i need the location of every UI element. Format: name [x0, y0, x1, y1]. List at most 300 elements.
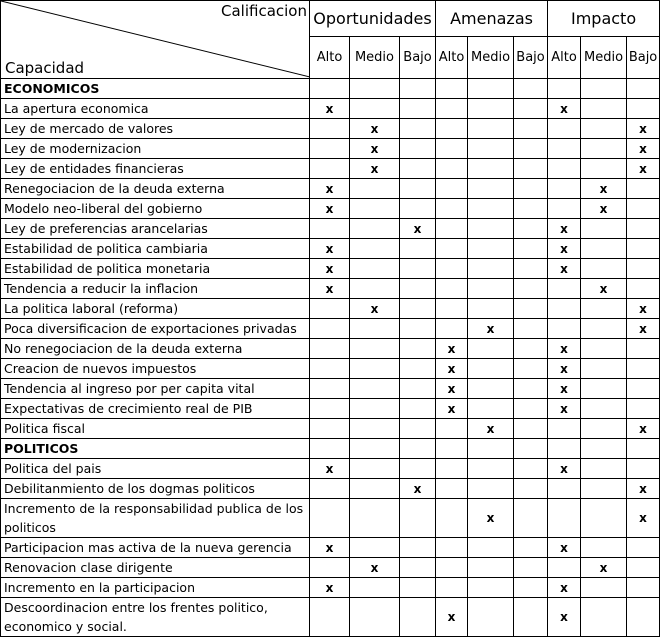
table-row [1, 479, 660, 499]
section-title: ECONOMICOS [1, 79, 310, 99]
mark-impacto-alto: x [548, 379, 581, 399]
empty-cell [548, 119, 581, 139]
empty-cell [514, 79, 548, 99]
empty-cell [514, 179, 548, 199]
mark-oportunidades-medio: x [350, 299, 400, 319]
level-header-alto: Alto [548, 37, 581, 79]
empty-cell [468, 239, 514, 259]
capacity-label: Incremento de la responsabilidad publica de los politicos [1, 499, 310, 538]
mark-impacto-alto: x [548, 239, 581, 259]
empty-cell [350, 578, 400, 598]
empty-cell [468, 199, 514, 219]
empty-cell [436, 279, 468, 299]
table-row [1, 598, 660, 637]
table-row [1, 459, 660, 479]
empty-cell [581, 139, 627, 159]
mark-impacto-alto: x [548, 259, 581, 279]
mark-impacto-alto: x [548, 99, 581, 119]
empty-cell [310, 419, 350, 439]
empty-cell [400, 119, 436, 139]
capacity-label: Ley de preferencias arancelarias [1, 219, 310, 239]
level-header-alto: Alto [310, 37, 350, 79]
mark-impacto-alto: x [548, 538, 581, 558]
mark-impacto-bajo: x [627, 119, 660, 139]
empty-cell [548, 299, 581, 319]
empty-cell [436, 259, 468, 279]
empty-cell [581, 119, 627, 139]
mark-impacto-bajo: x [627, 499, 660, 538]
mark-impacto-alto: x [548, 219, 581, 239]
section-row [1, 439, 660, 459]
level-header-bajo: Bajo [514, 37, 548, 79]
empty-cell [514, 399, 548, 419]
mark-amenazas-alto: x [436, 359, 468, 379]
capacity-label: Modelo neo-liberal del gobierno [1, 199, 310, 219]
empty-cell [581, 538, 627, 558]
empty-cell [468, 219, 514, 239]
capacity-label: Renegociacion de la deuda externa [1, 179, 310, 199]
empty-cell [350, 319, 400, 339]
empty-cell [468, 538, 514, 558]
capacity-label: Ley de entidades financieras [1, 159, 310, 179]
empty-cell [514, 99, 548, 119]
capacity-label: Descoordinacion entre los frentes politico, economico y social. [1, 598, 310, 637]
empty-cell [400, 139, 436, 159]
empty-cell [436, 199, 468, 219]
empty-cell [514, 578, 548, 598]
empty-cell [581, 99, 627, 119]
mark-oportunidades-medio: x [350, 139, 400, 159]
empty-cell [400, 299, 436, 319]
empty-cell [350, 379, 400, 399]
empty-cell [514, 199, 548, 219]
empty-cell [514, 558, 548, 578]
empty-cell [350, 99, 400, 119]
empty-cell [514, 598, 548, 637]
mark-impacto-bajo: x [627, 139, 660, 159]
empty-cell [468, 439, 514, 459]
mark-oportunidades-alto: x [310, 578, 350, 598]
mark-impacto-alto: x [548, 359, 581, 379]
rating-axis-label: Calificacion [221, 2, 307, 20]
empty-cell [436, 99, 468, 119]
empty-cell [400, 259, 436, 279]
empty-cell [400, 419, 436, 439]
table-row [1, 578, 660, 598]
empty-cell [436, 419, 468, 439]
mark-oportunidades-alto: x [310, 179, 350, 199]
mark-amenazas-medio: x [468, 499, 514, 538]
empty-cell [581, 598, 627, 637]
empty-cell [581, 419, 627, 439]
table-row [1, 279, 660, 299]
empty-cell [627, 279, 660, 299]
empty-cell [400, 578, 436, 598]
empty-cell [350, 359, 400, 379]
empty-cell [548, 139, 581, 159]
mark-impacto-bajo: x [627, 159, 660, 179]
empty-cell [436, 119, 468, 139]
empty-cell [436, 239, 468, 259]
table-row [1, 399, 660, 419]
empty-cell [400, 538, 436, 558]
empty-cell [514, 139, 548, 159]
mark-impacto-medio: x [581, 199, 627, 219]
table-row [1, 219, 660, 239]
empty-cell [350, 199, 400, 219]
empty-cell [548, 179, 581, 199]
level-header-medio: Medio [581, 37, 627, 79]
empty-cell [350, 479, 400, 499]
empty-cell [310, 299, 350, 319]
capacity-label: Debilitanmiento de los dogmas politicos [1, 479, 310, 499]
mark-impacto-alto: x [548, 459, 581, 479]
table-row [1, 359, 660, 379]
empty-cell [400, 239, 436, 259]
mark-oportunidades-alto: x [310, 199, 350, 219]
empty-cell [310, 479, 350, 499]
mark-impacto-bajo: x [627, 299, 660, 319]
table-row [1, 139, 660, 159]
mark-oportunidades-alto: x [310, 99, 350, 119]
empty-cell [400, 399, 436, 419]
empty-cell [400, 598, 436, 637]
capacity-label: Estabilidad de politica monetaria [1, 259, 310, 279]
mark-impacto-alto: x [548, 598, 581, 637]
empty-cell [581, 399, 627, 419]
empty-cell [350, 459, 400, 479]
group-header-impacto: Impacto [548, 1, 660, 37]
capacity-label: Politica fiscal [1, 419, 310, 439]
empty-cell [310, 399, 350, 419]
empty-cell [350, 239, 400, 259]
empty-cell [468, 359, 514, 379]
mark-oportunidades-alto: x [310, 279, 350, 299]
empty-cell [436, 459, 468, 479]
empty-cell [514, 279, 548, 299]
empty-cell [548, 199, 581, 219]
group-header-amenazas: Amenazas [436, 1, 548, 37]
mark-impacto-medio: x [581, 558, 627, 578]
table-row [1, 239, 660, 259]
mark-amenazas-alto: x [436, 598, 468, 637]
empty-cell [627, 399, 660, 419]
empty-cell [310, 219, 350, 239]
empty-cell [627, 558, 660, 578]
empty-cell [548, 479, 581, 499]
empty-cell [350, 79, 400, 99]
empty-cell [514, 219, 548, 239]
empty-cell [400, 279, 436, 299]
mark-oportunidades-medio: x [350, 119, 400, 139]
capacity-label: Estabilidad de politica cambiaria [1, 239, 310, 259]
section-row [1, 79, 660, 99]
empty-cell [627, 79, 660, 99]
empty-cell [627, 439, 660, 459]
empty-cell [581, 578, 627, 598]
empty-cell [310, 598, 350, 637]
empty-cell [514, 479, 548, 499]
empty-cell [350, 538, 400, 558]
table-row [1, 99, 660, 119]
empty-cell [468, 259, 514, 279]
empty-cell [350, 419, 400, 439]
empty-cell [581, 359, 627, 379]
empty-cell [581, 299, 627, 319]
empty-cell [581, 479, 627, 499]
empty-cell [468, 279, 514, 299]
table-row [1, 159, 660, 179]
empty-cell [436, 299, 468, 319]
empty-cell [468, 479, 514, 499]
empty-cell [514, 419, 548, 439]
table-row [1, 259, 660, 279]
empty-cell [468, 79, 514, 99]
mark-oportunidades-alto: x [310, 259, 350, 279]
capacity-label: Poca diversificacion de exportaciones privadas [1, 319, 310, 339]
level-header-bajo: Bajo [400, 37, 436, 79]
empty-cell [468, 159, 514, 179]
empty-cell [468, 119, 514, 139]
empty-cell [627, 239, 660, 259]
empty-cell [350, 439, 400, 459]
table-row [1, 299, 660, 319]
mark-oportunidades-bajo: x [400, 219, 436, 239]
empty-cell [581, 79, 627, 99]
empty-cell [627, 99, 660, 119]
empty-cell [400, 459, 436, 479]
empty-cell [400, 379, 436, 399]
level-header-medio: Medio [350, 37, 400, 79]
empty-cell [400, 159, 436, 179]
empty-cell [548, 79, 581, 99]
empty-cell [627, 459, 660, 479]
empty-cell [514, 239, 548, 259]
capacity-axis-label: Capacidad [5, 59, 85, 77]
empty-cell [400, 79, 436, 99]
empty-cell [436, 319, 468, 339]
empty-cell [514, 459, 548, 479]
empty-cell [400, 179, 436, 199]
group-header-oportunidades: Oportunidades [310, 1, 436, 37]
empty-cell [436, 139, 468, 159]
empty-cell [627, 219, 660, 239]
mark-oportunidades-bajo: x [400, 479, 436, 499]
empty-cell [310, 139, 350, 159]
empty-cell [436, 479, 468, 499]
mark-impacto-alto: x [548, 399, 581, 419]
empty-cell [310, 558, 350, 578]
empty-cell [400, 199, 436, 219]
mark-amenazas-alto: x [436, 339, 468, 359]
mark-oportunidades-medio: x [350, 159, 400, 179]
table-body [1, 79, 660, 637]
table-row [1, 379, 660, 399]
empty-cell [350, 598, 400, 637]
empty-cell [436, 219, 468, 239]
empty-cell [548, 279, 581, 299]
table-row [1, 319, 660, 339]
table-row [1, 199, 660, 219]
table-row [1, 419, 660, 439]
empty-cell [310, 119, 350, 139]
empty-cell [581, 259, 627, 279]
empty-cell [514, 299, 548, 319]
empty-cell [581, 379, 627, 399]
empty-cell [350, 179, 400, 199]
capacity-label: La politica laboral (reforma) [1, 299, 310, 319]
level-header-alto: Alto [436, 37, 468, 79]
level-header-medio: Medio [468, 37, 514, 79]
table-row [1, 538, 660, 558]
section-title: POLITICOS [1, 439, 310, 459]
empty-cell [627, 578, 660, 598]
empty-cell [310, 359, 350, 379]
empty-cell [436, 439, 468, 459]
empty-cell [514, 259, 548, 279]
mark-amenazas-alto: x [436, 379, 468, 399]
capacity-label: La apertura economica [1, 99, 310, 119]
empty-cell [468, 459, 514, 479]
empty-cell [627, 379, 660, 399]
mark-impacto-medio: x [581, 279, 627, 299]
empty-cell [627, 538, 660, 558]
mark-amenazas-alto: x [436, 399, 468, 419]
mark-impacto-medio: x [581, 179, 627, 199]
capacity-label: Ley de modernizacion [1, 139, 310, 159]
empty-cell [581, 459, 627, 479]
empty-cell [400, 99, 436, 119]
mark-oportunidades-alto: x [310, 239, 350, 259]
empty-cell [468, 179, 514, 199]
capacity-label: Ley de mercado de valores [1, 119, 310, 139]
mark-oportunidades-alto: x [310, 538, 350, 558]
empty-cell [436, 499, 468, 538]
mark-amenazas-medio: x [468, 319, 514, 339]
empty-cell [548, 439, 581, 459]
mark-impacto-bajo: x [627, 319, 660, 339]
capacity-label: Tendencia al ingreso por per capita vital [1, 379, 310, 399]
empty-cell [514, 339, 548, 359]
empty-cell [468, 379, 514, 399]
capacity-label: Participacion mas activa de la nueva gerencia [1, 538, 310, 558]
empty-cell [436, 538, 468, 558]
empty-cell [350, 259, 400, 279]
capacity-label: Politica del pais [1, 459, 310, 479]
empty-cell [436, 79, 468, 99]
capacity-label: Expectativas de crecimiento real de PIB [1, 399, 310, 419]
empty-cell [436, 179, 468, 199]
empty-cell [350, 499, 400, 538]
mark-impacto-alto: x [548, 578, 581, 598]
empty-cell [468, 598, 514, 637]
empty-cell [548, 419, 581, 439]
empty-cell [548, 558, 581, 578]
corner-header-cell [1, 1, 310, 79]
empty-cell [581, 339, 627, 359]
empty-cell [468, 339, 514, 359]
empty-cell [548, 319, 581, 339]
empty-cell [468, 139, 514, 159]
empty-cell [581, 499, 627, 538]
empty-cell [627, 359, 660, 379]
empty-cell [548, 159, 581, 179]
empty-cell [468, 399, 514, 419]
empty-cell [310, 499, 350, 538]
mark-oportunidades-medio: x [350, 558, 400, 578]
empty-cell [400, 359, 436, 379]
capacity-label: Creacion de nuevos impuestos [1, 359, 310, 379]
empty-cell [514, 499, 548, 538]
empty-cell [581, 219, 627, 239]
empty-cell [310, 439, 350, 459]
empty-cell [627, 199, 660, 219]
empty-cell [400, 558, 436, 578]
empty-cell [514, 119, 548, 139]
empty-cell [514, 538, 548, 558]
table-row [1, 558, 660, 578]
empty-cell [468, 299, 514, 319]
mark-oportunidades-alto: x [310, 459, 350, 479]
empty-cell [468, 578, 514, 598]
empty-cell [400, 439, 436, 459]
empty-cell [436, 578, 468, 598]
capacity-label: No renegociacion de la deuda externa [1, 339, 310, 359]
level-header-bajo: Bajo [627, 37, 660, 79]
empty-cell [468, 99, 514, 119]
empty-cell [514, 359, 548, 379]
mark-amenazas-medio: x [468, 419, 514, 439]
empty-cell [581, 159, 627, 179]
empty-cell [310, 319, 350, 339]
empty-cell [400, 339, 436, 359]
empty-cell [514, 319, 548, 339]
empty-cell [627, 259, 660, 279]
empty-cell [514, 439, 548, 459]
table-row [1, 179, 660, 199]
mark-impacto-alto: x [548, 339, 581, 359]
empty-cell [310, 79, 350, 99]
table-row [1, 499, 660, 538]
empty-cell [436, 558, 468, 578]
empty-cell [310, 379, 350, 399]
table-row [1, 339, 660, 359]
empty-cell [400, 319, 436, 339]
empty-cell [310, 159, 350, 179]
capacity-label: Tendencia a reducir la inflacion [1, 279, 310, 299]
empty-cell [627, 339, 660, 359]
capacity-label: Renovacion clase dirigente [1, 558, 310, 578]
empty-cell [468, 558, 514, 578]
empty-cell [350, 339, 400, 359]
empty-cell [310, 339, 350, 359]
empty-cell [350, 399, 400, 419]
empty-cell [627, 179, 660, 199]
empty-cell [581, 239, 627, 259]
empty-cell [581, 319, 627, 339]
empty-cell [436, 159, 468, 179]
empty-cell [350, 219, 400, 239]
empty-cell [627, 598, 660, 637]
empty-cell [548, 499, 581, 538]
mark-impacto-bajo: x [627, 419, 660, 439]
table-row [1, 119, 660, 139]
empty-cell [400, 499, 436, 538]
empty-cell [581, 439, 627, 459]
empty-cell [350, 279, 400, 299]
capacity-label: Incremento en la participacion [1, 578, 310, 598]
empty-cell [514, 159, 548, 179]
